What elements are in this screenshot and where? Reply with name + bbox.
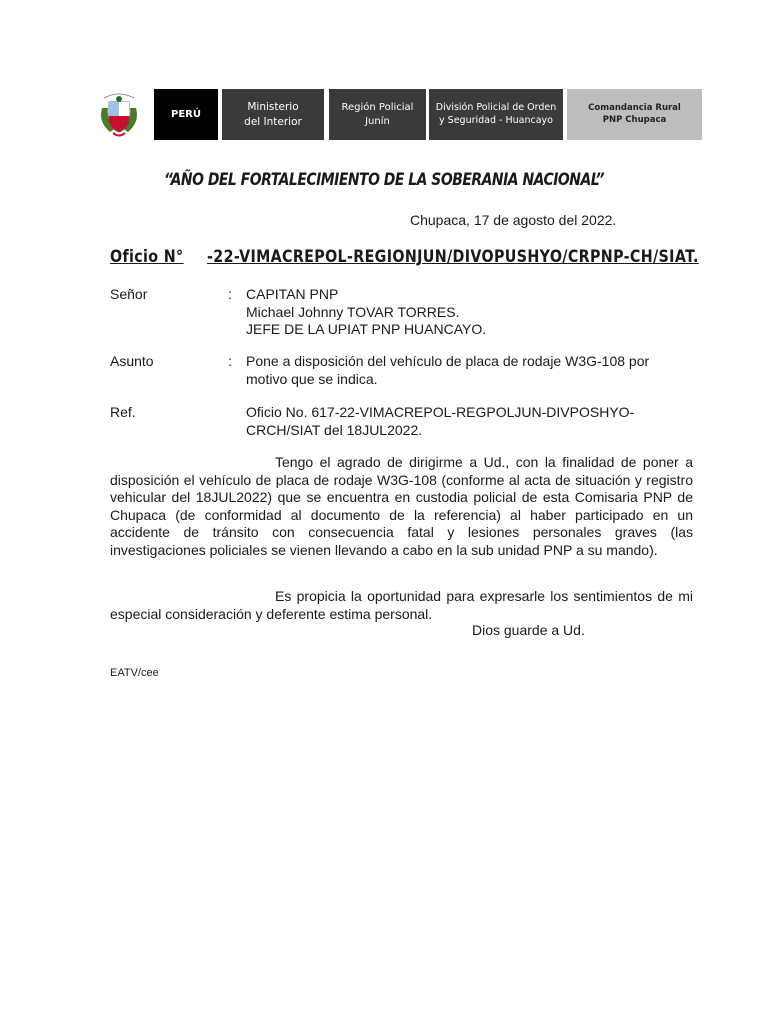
date-line: Chupaca, 17 de agosto del 2022. [410, 212, 617, 228]
header-ministerio-line1: Ministerio [247, 101, 299, 114]
asunto-line-1: Pone a disposición del vehículo de placa de rodaje W3G-108 por [246, 353, 650, 369]
oficio-number [110, 247, 699, 267]
body-paragraph-2 [110, 588, 693, 623]
header-comandancia-line1: Comandancia Rural [588, 103, 681, 114]
senor-colon: : [228, 286, 232, 302]
senor-line-3: JEFE DE LA UPIAT PNP HUANCAYO. [246, 321, 487, 337]
header-region-line2: Junín [365, 115, 390, 127]
senor-value [246, 286, 696, 339]
ref-line-2: CRCH/SIAT del 18JUL2022. [246, 421, 423, 438]
initials: EATV/cee [110, 667, 159, 679]
header-region-box [329, 89, 426, 140]
header-division-line2: y Seguridad - Huancayo [439, 114, 553, 126]
body-paragraph-1 [110, 454, 693, 559]
asunto-value [246, 353, 696, 388]
senor-label: Señor [110, 286, 148, 302]
header-ministerio-line2: del Interior [244, 115, 302, 128]
body-paragraph-2-text: Es propicia la oportunidad para expresarle los sentimientos de mi especial consideración y deferente estima personal. [110, 588, 693, 622]
header-comandancia-line2: PNP Chupaca [602, 114, 667, 125]
asunto-colon: : [228, 353, 232, 369]
ref-value [246, 404, 696, 439]
senor-line-1: CAPITAN PNP [246, 286, 339, 302]
ref-line-1: Oficio No. 617-22-VIMACREPOL-REGPOLJUN-DIVPOSHYO- [246, 404, 635, 420]
header-division-line1: División Policial de Orden [435, 101, 557, 113]
senor-line-2: Michael Johnny TOVAR TORRES. [246, 303, 460, 320]
body-paragraph-1-text: Tengo el agrado de dirigirme a Ud., con la finalidad de poner a disposición el vehículo de placa de rodaje W3G-108 (conforme al acta de situación y registro vehicular del 18JUL2022) que se encuentra en custodia policial de esta Comisaria PNP de Chupaca (de conformidad al documento de la referencia) al haber participado en un accidente de tránsito con consecuencia fatal y lesiones personales graves (las investigaciones policiales se vienen llevando a cabo en la sub unidad PNP a su mando). [110, 454, 693, 558]
header-region-line1: Región Policial [341, 102, 414, 113]
oficio-code: -22-VIMACREPOL-REGIONJUN/DIVOPUSHYO/CRPNP-CH/SIAT. [207, 247, 699, 267]
year-title: “AÑO DEL FORTALECIMIENTO DE LA SOBERANIA NACIONAL” [163, 170, 605, 190]
header-comandancia-box [567, 89, 702, 140]
closing-line: Dios guarde a Ud. [472, 622, 585, 638]
header-division-box [429, 89, 563, 140]
oficio-prefix: Oficio N° [110, 247, 184, 267]
header-peru-box [154, 89, 218, 140]
asunto-line-2: motivo que se indica. [246, 370, 378, 387]
peru-coat-of-arms-icon [96, 86, 142, 140]
header-ministerio-box [222, 89, 324, 140]
asunto-label: Asunto [110, 353, 154, 369]
header-peru-label: PERÚ [171, 108, 201, 120]
ref-label: Ref. [110, 404, 136, 420]
